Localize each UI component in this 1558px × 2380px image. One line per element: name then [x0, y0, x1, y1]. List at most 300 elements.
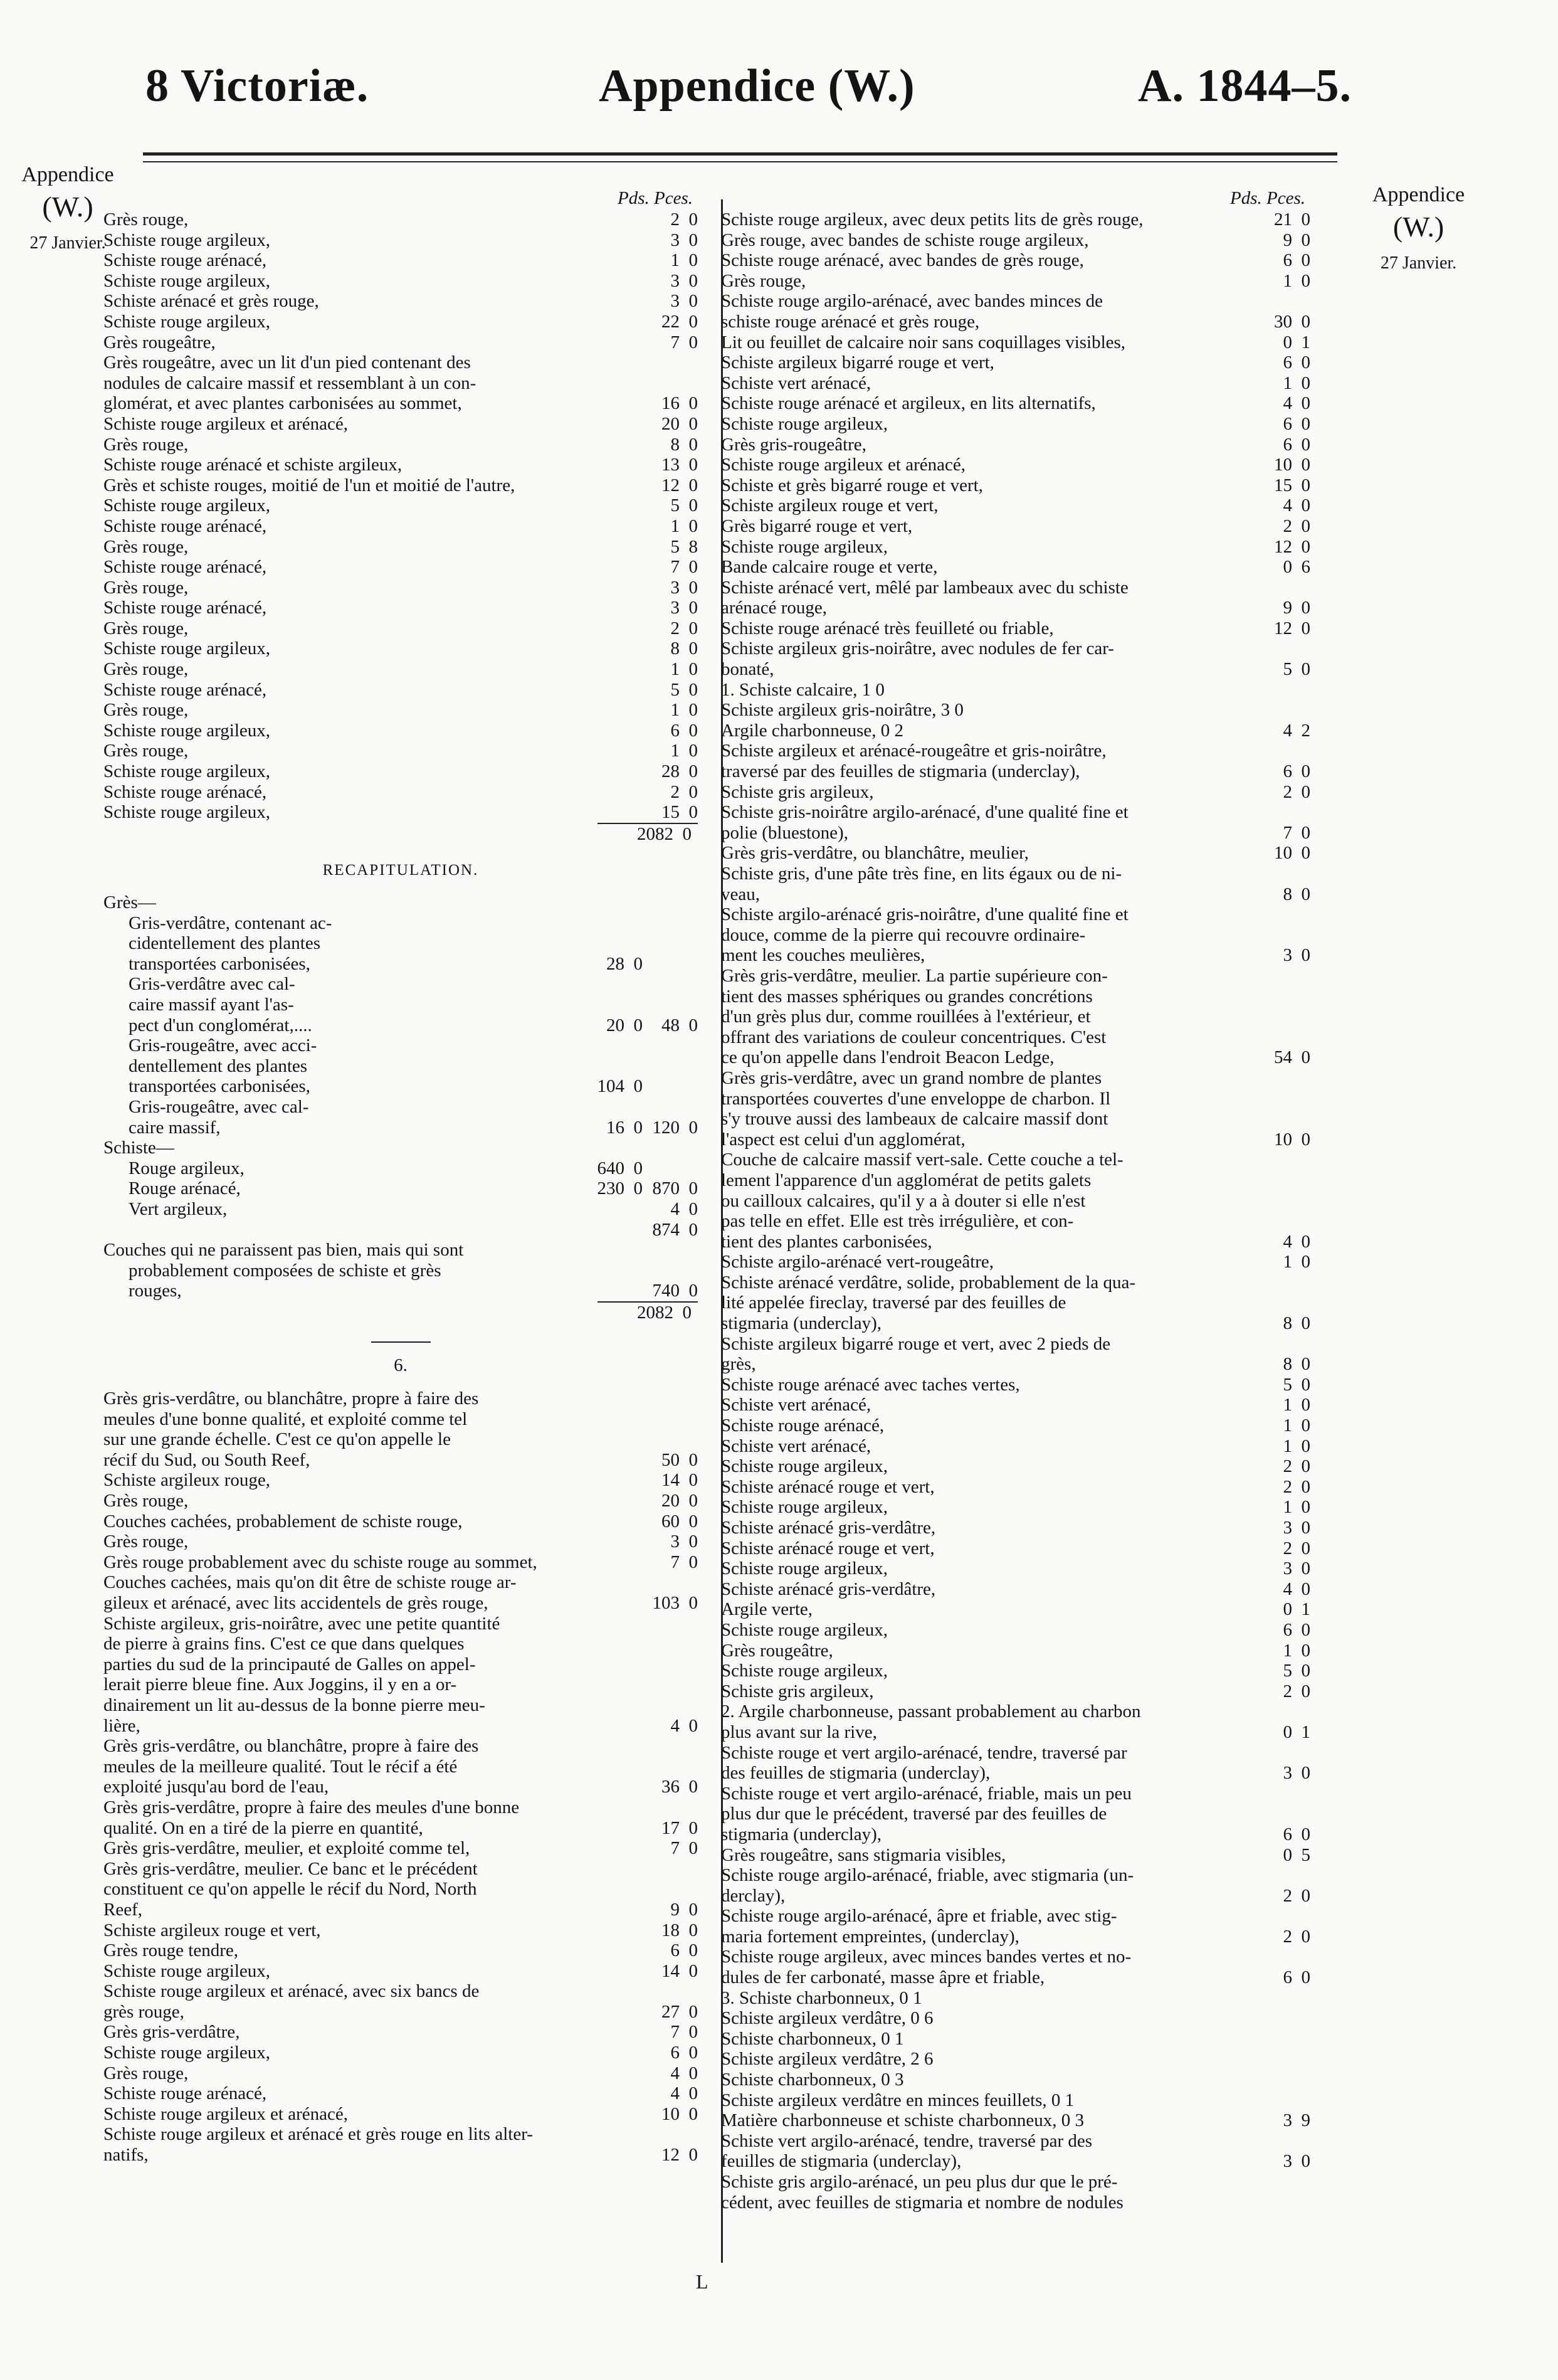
strata-thickness: 10 0 [1274, 843, 1310, 864]
strata-thickness: 3 0 [670, 291, 698, 312]
strata-row [721, 1681, 1310, 1702]
strata-description: Schiste rouge argileux, [103, 638, 271, 659]
margin-note-date: 27 Janvier. [29, 233, 106, 253]
strata-row [721, 1211, 1310, 1232]
page-number: L [696, 2270, 708, 2293]
strata-row [721, 1558, 1310, 1579]
strata-description: Gris-rougeâtre, avec acci- [129, 1035, 317, 1056]
strata-row [721, 435, 1310, 455]
strata-description: l'aspect est celui d'un agglomérat, [721, 1129, 966, 1150]
strata-thickness: 4 0 [1283, 1231, 1310, 1252]
strata-description: Schiste rouge argileux, avec deux petits lits de grès rouge, [721, 209, 1144, 230]
strata-thickness: 4 2 [1283, 720, 1310, 741]
strata-row [721, 1497, 1310, 1518]
strata-row [103, 1981, 698, 2002]
strata-row [103, 1634, 698, 1654]
margin-note-appendix: (W.) [1392, 210, 1445, 243]
strata-description: 1. Schiste calcaire, 1 0 [721, 679, 885, 700]
strata-row [721, 1824, 1310, 1845]
strata-row [721, 2172, 1310, 2192]
strata-description: rouges, [129, 1281, 182, 1301]
strata-description: Gris-verdâtre avec cal- [129, 974, 295, 995]
strata-description: Schiste arénacé verdâtre, solide, probablement de la qua- [721, 1272, 1136, 1293]
strata-row [721, 1804, 1310, 1824]
strata-row [721, 1661, 1310, 1681]
strata-description: pas telle en effet. Elle est très irrégulière, et con- [721, 1211, 1074, 1232]
strata-description: meules d'une bonne qualité, et exploité comme tel [103, 1409, 468, 1429]
strata-row [721, 986, 1310, 1007]
strata-row [103, 1900, 698, 1920]
strata-row [721, 1599, 1310, 1620]
strata-description: Schiste vert arénacé, [721, 1436, 871, 1456]
strata-thickness: 22 0 [661, 311, 698, 332]
strata-description: arénacé rouge, [721, 598, 828, 618]
strata-description: Rouge argileux, [129, 1158, 245, 1178]
strata-description: transportées carbonisées, [129, 953, 310, 974]
strata-row [103, 495, 698, 516]
strata-row [103, 557, 698, 578]
strata-thickness: 8 0 [1283, 884, 1310, 904]
strata-thickness: 1 0 [670, 250, 698, 271]
strata-description: Schiste rouge et vert argilo-arénacé, friable, mais un peu [721, 1783, 1132, 1804]
strata-row [721, 2049, 1310, 2070]
strata-description: dentellement des plantes [129, 1055, 308, 1076]
recapitulation-title: RECAPITULATION. [322, 862, 479, 879]
strata-row [103, 638, 698, 659]
strata-row [103, 2083, 698, 2104]
strata-description: Grès rouge, [103, 1491, 189, 1511]
strata-thickness: 2 0 [670, 618, 698, 638]
strata-row [721, 680, 1310, 701]
strata-description: parties du sud de la principauté de Galles on appel- [103, 1654, 476, 1674]
section-number: 6. [394, 1355, 408, 1376]
strata-row [103, 1757, 698, 1777]
strata-description: transportées carbonisées, [129, 1076, 310, 1097]
strata-description: Grès rouge probablement avec du schiste rouge au sommet, [103, 1552, 537, 1572]
strata-row [103, 1716, 698, 1737]
strata-row [721, 884, 1310, 905]
strata-description: Schiste rouge arénacé, [721, 1415, 885, 1436]
strata-description: grès, [721, 1354, 756, 1375]
strata-row [103, 1035, 698, 1056]
strata-thickness: 9 0 [1283, 598, 1310, 618]
strata-description: Schiste argileux et arénacé-rougeâtre et gris-noirâtre, [721, 741, 1107, 761]
strata-description: meules de la meilleure qualité. Tout le récif a été [103, 1756, 458, 1777]
strata-row [721, 291, 1310, 312]
strata-row [721, 2151, 1310, 2172]
strata-description: s'y trouve aussi des lambeaux de calcaire massif dont [721, 1109, 1108, 1129]
strata-description: Schiste argileux rouge, [103, 1470, 271, 1491]
strata-row [103, 475, 698, 496]
strata-description: Schiste arénacé et grès rouge, [103, 291, 319, 312]
strata-row [721, 537, 1310, 558]
strata-row [103, 250, 698, 271]
strata-thickness: 12 0 [661, 475, 698, 495]
strata-thickness: 9 0 [1283, 230, 1310, 250]
strata-thickness: 3 0 [1283, 1558, 1310, 1579]
strata-description: pect d'un conglomérat,.... [129, 1015, 312, 1035]
strata-description: Grès rougeâtre, sans stigmaria visibles, [721, 1844, 1006, 1865]
strata-thickness: 104 0 [597, 1076, 643, 1097]
strata-row [721, 1579, 1310, 1600]
strata-thickness: 6 0 [1283, 434, 1310, 455]
strata-description: Schiste vert argilo-arénacé, tendre, traversé par des [721, 2130, 1093, 2151]
strata-description: constituent ce qu'on appelle le récif du Nord, North [103, 1879, 477, 1900]
strata-description: traversé par des feuilles de stigmaria (underclay), [721, 761, 1080, 782]
strata-row [103, 455, 698, 475]
strata-row [721, 1150, 1310, 1170]
strata-description: Grès gris-verdâtre, ou blanchâtre, meulier, [721, 843, 1029, 864]
strata-thickness: 640 0 [597, 1158, 643, 1178]
strata-row [721, 1865, 1310, 1886]
strata-row [103, 2104, 698, 2125]
strata-description: schiste rouge arénacé et grès rouge, [721, 311, 980, 332]
strata-row [721, 2110, 1310, 2131]
strata-row [721, 823, 1310, 844]
strata-thickness: 3 0 [670, 1531, 698, 1552]
strata-row [103, 782, 698, 803]
strata-description: Schiste rouge argileux, [721, 1456, 888, 1477]
strata-row [721, 1415, 1310, 1436]
strata-thickness: 5 8 [670, 536, 698, 557]
strata-row [721, 1620, 1310, 1641]
strata-description: Schiste rouge argileux et arénacé, avec six bancs de [103, 1981, 480, 2002]
strata-row [721, 843, 1310, 864]
strata-thickness: 8 0 [1283, 1354, 1310, 1375]
strata-description: Schiste rouge argilo-arénacé, avec bandes minces de [721, 291, 1103, 312]
strata-description: Gris-rougeâtre, avec cal- [129, 1096, 309, 1117]
strata-thickness: 5 0 [1283, 1374, 1310, 1395]
strata-row [103, 1281, 698, 1301]
strata-thickness: 3 0 [670, 270, 698, 291]
strata-thickness: 30 0 [1274, 311, 1310, 332]
strata-thickness: 8 0 [1283, 1313, 1310, 1334]
strata-row [721, 700, 1310, 721]
header-rule [143, 152, 1337, 156]
strata-subtotal: 48 0 [661, 1015, 698, 1035]
strata-thickness: 1 0 [1283, 373, 1310, 393]
strata-row [103, 1220, 698, 1240]
strata-thickness: 6 0 [670, 1940, 698, 1961]
header-left: 8 Victoriæ. [145, 60, 369, 112]
strata-row [721, 1886, 1310, 1907]
strata-row [103, 1674, 698, 1695]
strata-row [721, 598, 1310, 618]
strata-row [721, 782, 1310, 803]
strata-thickness: 4 0 [670, 2063, 698, 2083]
strata-description: Grès rouge, [103, 577, 189, 598]
strata-row [721, 373, 1310, 394]
section-rule [371, 1341, 431, 1343]
strata-row [721, 1436, 1310, 1457]
strata-thickness: 28 0 [661, 761, 698, 782]
strata-row [103, 1470, 698, 1491]
strata-description: Schiste— [103, 1138, 174, 1158]
strata-row [721, 1047, 1310, 1068]
strata-description: Schiste gris argilo-arénacé, un peu plus dur que le pré- [721, 2172, 1118, 2192]
strata-thickness: 0 1 [1283, 1722, 1310, 1742]
strata-description: Schiste rouge arénacé très feuilleté ou friable, [721, 618, 1054, 638]
strata-row [103, 721, 698, 741]
strata-row [103, 1859, 698, 1880]
strata-row [721, 966, 1310, 986]
strata-description: cidentellement des plantes [129, 933, 321, 954]
strata-row [103, 1015, 698, 1036]
strata-row [721, 1068, 1310, 1089]
strata-description: caire massif, [129, 1117, 221, 1138]
strata-row [721, 761, 1310, 782]
strata-description: Grès bigarré rouge et vert, [721, 516, 913, 536]
strata-description: Grès rouge, [103, 209, 189, 230]
strata-subtotal: 870 0 [652, 1178, 698, 1199]
strata-row [103, 1409, 698, 1430]
strata-row [103, 230, 698, 251]
strata-thickness: 3 0 [670, 577, 698, 598]
strata-description: Schiste argileux verdâtre, 2 6 [721, 2049, 934, 2070]
strata-description: Schiste rouge argileux et arénacé et grès rouge en lits alter- [103, 2124, 533, 2145]
strata-description: Schiste rouge argileux, [721, 413, 888, 434]
strata-description: Schiste argileux bigarré rouge et vert, [721, 352, 994, 373]
strata-row [721, 1784, 1310, 1804]
strata-thickness: 1 0 [1283, 1415, 1310, 1436]
strata-row [721, 414, 1310, 435]
strata-description: Grès gris-verdâtre, [103, 2022, 240, 2043]
strata-row [721, 1906, 1310, 1927]
strata-row [103, 332, 698, 353]
strata-thickness: 0 1 [1283, 1599, 1310, 1620]
strata-description: Schiste rouge argileux, [721, 1619, 888, 1640]
strata-row [721, 741, 1310, 761]
strata-description: feuilles de stigmaria (underclay), [721, 2151, 962, 2172]
strata-row [721, 925, 1310, 946]
strata-thickness: 5 0 [1283, 1661, 1310, 1681]
strata-row [721, 945, 1310, 966]
strata-thickness: 6 0 [1283, 352, 1310, 373]
strata-row [721, 1967, 1310, 1988]
strata-thickness: 4 0 [670, 1715, 698, 1736]
strata-row [103, 1158, 698, 1179]
strata-description: stigmaria (underclay), [721, 1824, 882, 1844]
strata-description: Grès rouge, [721, 270, 806, 291]
strata-thickness: 4 0 [670, 2083, 698, 2104]
strata-thickness: 1 0 [1283, 1436, 1310, 1456]
strata-description: Schiste rouge argileux et arénacé, [103, 413, 348, 434]
strata-row [721, 1456, 1310, 1477]
strata-thickness: 20 0 [606, 1015, 643, 1035]
strata-row [721, 2070, 1310, 2090]
strata-row [103, 373, 698, 394]
strata-description: Schiste rouge argileux, [103, 311, 271, 332]
strata-description: Grès rouge, [103, 2063, 189, 2083]
strata-row [721, 2029, 1310, 2049]
strata-row [721, 1313, 1310, 1334]
strata-row [721, 1272, 1310, 1293]
strata-row [721, 1354, 1310, 1375]
strata-thickness: 0 5 [1283, 1844, 1310, 1865]
strata-description: Grès rougeâtre, avec un lit d'un pied contenant des [103, 352, 471, 373]
strata-row [103, 2145, 698, 2166]
strata-description: Schiste et grès bigarré rouge et vert, [721, 475, 983, 495]
strata-description: exploité jusqu'au bord de l'eau, [103, 1777, 329, 1797]
strata-description: qualité. On en a tiré de la pierre en quantité, [103, 1817, 423, 1838]
strata-description: Couche de calcaire massif vert-sale. Cette couche a tel- [721, 1150, 1124, 1170]
strata-description: Grès rouge, [103, 618, 189, 638]
strata-row [103, 414, 698, 435]
strata-row [103, 598, 698, 618]
strata-row [721, 1538, 1310, 1559]
strata-thickness: 103 0 [652, 1593, 698, 1613]
strata-thickness: 2 0 [670, 781, 698, 802]
strata-row [103, 1654, 698, 1675]
margin-note-appendix: (W.) [42, 190, 93, 223]
strata-row [721, 209, 1310, 230]
strata-description: gileux et arénacé, avec lits accidentels de grès rouge, [103, 1593, 488, 1613]
strata-description: Schiste arénacé vert, mêlé par lambeaux avec du schiste [721, 577, 1129, 598]
strata-description: veau, [721, 884, 760, 904]
strata-description: Schiste argilo-arénacé vert-rougeâtre, [721, 1252, 994, 1272]
strata-row [721, 1334, 1310, 1355]
strata-description: Schiste rouge arénacé, [103, 557, 267, 578]
strata-description: Couches qui ne paraissent pas bien, mais qui sont [103, 1240, 464, 1261]
strata-row [721, 352, 1310, 373]
strata-row [721, 516, 1310, 537]
strata-description: Schiste argileux verdâtre en minces feuillets, 0 1 [721, 2090, 1075, 2110]
strata-row [103, 1138, 698, 1158]
strata-row [103, 802, 698, 823]
strata-description: Schiste rouge arénacé, [103, 2083, 267, 2104]
strata-thickness: 2 0 [1283, 1681, 1310, 1701]
strata-description: Schiste rouge arénacé, [103, 250, 267, 271]
strata-row [103, 537, 698, 558]
strata-description: Schiste rouge argileux et arénacé, [721, 455, 966, 475]
strata-description: Schiste rouge argileux, [103, 1960, 271, 1981]
strata-description: Schiste argileux bigarré rouge et vert, avec 2 pieds de [721, 1333, 1111, 1354]
strata-thickness: 15 0 [1274, 475, 1310, 495]
strata-thickness: 8 0 [670, 434, 698, 455]
strata-row [721, 1743, 1310, 1764]
strata-thickness: 2 0 [1283, 1538, 1310, 1558]
strata-description: Matière charbonneuse et schiste charbonneux, 0 3 [721, 2110, 1084, 2131]
strata-description: Schiste rouge argileux, [721, 536, 888, 557]
strata-thickness: 2 0 [1283, 1926, 1310, 1947]
strata-description: probablement composées de schiste et grès [129, 1260, 441, 1281]
page-title: Appendice (W.) [599, 60, 915, 112]
strata-description: lière, [103, 1715, 140, 1736]
strata-description: Schiste rouge arénacé et argileux, en lits alternatifs, [721, 393, 1096, 414]
strata-thickness: 7 0 [670, 1552, 698, 1572]
strata-thickness: 36 0 [661, 1777, 698, 1797]
strata-row [103, 1695, 698, 1716]
strata-row [721, 1845, 1310, 1866]
strata-thickness: 5 0 [670, 495, 698, 516]
strata-row [103, 1178, 698, 1199]
strata-row [721, 618, 1310, 639]
strata-description: Schiste argileux gris-noirâtre, avec nodules de fer car- [721, 638, 1114, 659]
strata-row [721, 638, 1310, 659]
strata-description: Grès rouge, avec bandes de schiste rouge argileux, [721, 230, 1089, 250]
strata-list-section-6 [103, 1388, 698, 2166]
strata-thickness: 4 0 [1283, 495, 1310, 516]
strata-thickness: 1 0 [670, 516, 698, 536]
strata-thickness: 14 0 [661, 1470, 698, 1491]
strata-row [103, 209, 698, 230]
strata-thickness: 230 0 [597, 1178, 643, 1199]
strata-description: Schiste rouge argileux, [103, 230, 271, 250]
strata-description: Schiste charbonneux, 0 3 [721, 2070, 904, 2090]
strata-description: lerait pierre bleue fine. Aux Joggins, il y en a or- [103, 1674, 457, 1695]
strata-description: Schiste rouge arénacé, [103, 679, 267, 700]
strata-row [103, 2043, 698, 2063]
strata-row [721, 1170, 1310, 1191]
header-right: A. 1844–5. [1138, 60, 1352, 112]
strata-thickness: 7 0 [670, 332, 698, 352]
strata-description: Grès rouge, [103, 434, 189, 455]
strata-row [103, 1736, 698, 1757]
strata-row [721, 455, 1310, 475]
strata-thickness: 14 0 [661, 1960, 698, 1981]
strata-description: Schiste rouge arénacé et schiste argileux, [103, 455, 403, 475]
strata-description: Schiste rouge argileux, [721, 1497, 888, 1518]
strata-thickness: 1 0 [1283, 1640, 1310, 1661]
strata-row [721, 578, 1310, 598]
strata-thickness: 2 0 [670, 209, 698, 230]
strata-description: Grès gris-verdâtre, avec un grand nombre de plantes [721, 1067, 1102, 1088]
strata-thickness: 12 0 [661, 2145, 698, 2166]
strata-description: Schiste arénacé rouge et vert, [721, 1538, 935, 1558]
strata-row [721, 1109, 1310, 1129]
strata-description: Schiste rouge argileux et arénacé, [103, 2103, 348, 2124]
strata-description: Schiste argileux rouge et vert, [721, 495, 939, 516]
strata-row [721, 659, 1310, 680]
strata-thickness: 15 0 [661, 802, 698, 823]
strata-thickness: 2 0 [1283, 1476, 1310, 1497]
strata-thickness: 2 0 [1283, 1885, 1310, 1906]
strata-thickness: 2 0 [1283, 781, 1310, 802]
strata-thickness: 6 0 [670, 720, 698, 741]
strata-description: Argile charbonneuse, 0 2 [721, 720, 903, 741]
strata-row [103, 933, 698, 954]
strata-thickness: 6 0 [1283, 761, 1310, 782]
strata-thickness: 54 0 [1274, 1047, 1310, 1068]
strata-description: Grès rouge, [103, 659, 189, 680]
strata-description: Schiste rouge argileux, [103, 495, 271, 516]
strata-row [721, 1293, 1310, 1313]
strata-row [721, 1027, 1310, 1048]
strata-thickness: 12 0 [1274, 536, 1310, 557]
strata-thickness: 16 0 [661, 393, 698, 414]
strata-row [721, 2192, 1310, 2213]
strata-description: Schiste rouge argileux, avec minces bandes vertes et no- [721, 1947, 1132, 1967]
strata-row [721, 1701, 1310, 1722]
strata-description: dules de fer carbonaté, masse âpre et friable, [721, 1967, 1045, 1988]
strata-description: Couches cachées, mais qu'on dit être de schiste rouge ar- [103, 1572, 517, 1593]
strata-description: lité appelée fireclay, traversé par des feuilles de [721, 1293, 1066, 1313]
strata-row [721, 495, 1310, 516]
strata-description: Grès rouge, [103, 700, 189, 721]
strata-description: Schiste gris argileux, [721, 1681, 874, 1701]
strata-thickness: 3 0 [670, 230, 698, 250]
strata-thickness: 27 0 [661, 2001, 698, 2022]
strata-description: sur une grande échelle. C'est ce qu'on appelle le [103, 1429, 451, 1450]
strata-description: Schiste vert arénacé, [721, 1395, 871, 1415]
strata-description: Schiste charbonneux, 0 1 [721, 2028, 904, 2049]
strata-thickness: 3 0 [1283, 1763, 1310, 1784]
header-rule-thin [143, 161, 1337, 162]
strata-row [103, 578, 698, 598]
strata-description: Reef, [103, 1899, 142, 1920]
strata-description: Grès rougeâtre, [721, 1640, 833, 1661]
strata-description: polie (bluestone), [721, 822, 848, 843]
